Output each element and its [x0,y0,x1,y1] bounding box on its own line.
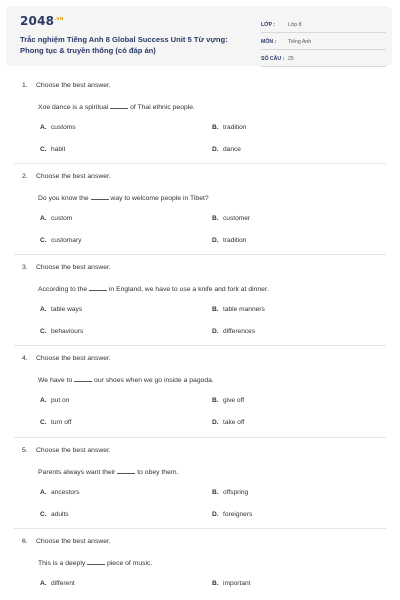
option-b[interactable] [212,215,250,222]
stem-text: Parents always want their [38,469,116,476]
question-header [22,538,111,545]
option-letter: A. [40,397,47,404]
meta-row-subject [261,35,386,50]
answer-blank [117,467,135,474]
option-b[interactable] [212,489,248,496]
option-text: tradition [223,124,247,131]
option-c[interactable] [40,419,71,426]
question-header [22,355,111,362]
meta-value: 25 [288,56,294,62]
stem-text: piece of music. [107,560,153,567]
question-stem [38,375,214,384]
question-stem [38,467,178,476]
answer-blank [89,284,107,291]
option-text: customary [51,237,82,244]
answer-blank [87,558,105,565]
answer-blank [74,375,92,382]
question-divider [14,437,386,438]
question-number: 1. [22,82,28,89]
option-letter: B. [212,580,219,587]
meta-value[interactable]: Tiếng Anh [288,39,312,45]
option-letter: B. [212,215,219,222]
option-text: different [51,580,75,587]
meta-label: LỚP : [261,22,276,28]
question-number: 5. [22,447,28,454]
option-text: put on [51,397,70,404]
option-letter: D. [212,419,219,426]
stem-text: We have to [38,377,73,384]
meta-label: MÔN : [261,39,277,45]
option-letter: D. [212,511,219,518]
option-text: customs [51,124,76,131]
option-a[interactable] [40,306,82,313]
option-text: offspring [223,489,249,496]
option-text: customer [223,215,251,222]
question-header [22,82,111,89]
question-instruction: Choose the best answer. [36,538,111,545]
option-text: habit [51,146,66,153]
option-text: important [223,580,251,587]
question-stem [38,558,152,567]
question-instruction: Choose the best answer. [36,355,111,362]
option-text: give off [223,397,245,404]
meta-row-grade [261,18,386,33]
stem-text: Xoe dance is a spiritual [38,104,109,111]
option-b[interactable] [212,124,246,131]
question-stem [38,102,195,111]
question-divider [14,345,386,346]
option-letter: B. [212,306,219,313]
option-text: table manners [223,306,265,313]
option-b[interactable] [212,580,251,587]
option-a[interactable] [40,215,72,222]
option-d[interactable] [212,146,241,153]
option-text: take off [223,419,245,426]
question-divider [14,528,386,529]
stem-text: to obey them. [137,469,179,476]
option-letter: C. [40,146,47,153]
option-a[interactable] [40,489,80,496]
option-text: table ways [51,306,83,313]
logo-text: 2048 [20,14,55,28]
option-text: adults [51,511,69,518]
question-header [22,447,111,454]
question-stem [38,284,269,293]
answer-blank [110,102,128,109]
stem-text: This is a deeply [38,560,86,567]
question-divider [14,254,386,255]
option-letter: A. [40,215,47,222]
option-letter: B. [212,124,219,131]
question-header [22,173,111,180]
option-a[interactable] [40,580,75,587]
option-letter: C. [40,511,47,518]
stem-text: According to the [38,286,88,293]
option-b[interactable] [212,306,265,313]
question-header [22,264,111,271]
option-text: foreigners [223,511,253,518]
question-instruction: Choose the best answer. [36,173,111,180]
option-letter: D. [212,237,219,244]
stem-text: of Thai ethnic people. [130,104,195,111]
meta-value[interactable]: Lớp 8 [288,22,302,28]
question-instruction: Choose the best answer. [36,447,111,454]
question-stem [38,193,209,202]
option-c[interactable] [40,328,83,335]
option-d[interactable] [212,511,252,518]
option-a[interactable] [40,124,76,131]
option-letter: B. [212,489,219,496]
meta-label: SỐ CÂU : [261,56,285,62]
logo-suffix: .vn [54,16,64,22]
option-letter: B. [212,397,219,404]
option-b[interactable] [212,397,244,404]
option-text: differences [223,328,256,335]
quiz-title: Trắc nghiệm Tiếng Anh 8 Global Success Unit 5 Từ vựng: Phong tục & truyền thống (có đáp án) [20,35,228,55]
option-letter: C. [40,419,47,426]
option-letter: A. [40,489,47,496]
question-number: 2. [22,173,28,180]
option-d[interactable] [212,419,245,426]
option-text: behaviours [51,328,84,335]
question-instruction: Choose the best answer. [36,264,111,271]
question-number: 4. [22,355,28,362]
option-letter: C. [40,237,47,244]
question-instruction: Choose the best answer. [36,82,111,89]
option-letter: A. [40,124,47,131]
option-text: turn off [51,419,72,426]
option-text: ancestors [51,489,80,496]
stem-text: in England, we have to use a knife and fork at dinner. [108,286,269,293]
option-d[interactable] [212,237,246,244]
quiz-header [6,6,392,66]
option-c[interactable] [40,146,65,153]
stem-text: way to welcome people in Tibet? [110,195,209,202]
option-d[interactable] [212,328,255,335]
option-letter: C. [40,328,47,335]
option-c[interactable] [40,511,69,518]
question-divider [14,163,386,164]
meta-row-count [261,52,386,67]
option-text: tradition [223,237,247,244]
option-a[interactable] [40,397,69,404]
site-logo[interactable] [20,14,64,28]
option-c[interactable] [40,237,81,244]
option-text: dance [223,146,241,153]
option-letter: A. [40,306,47,313]
option-letter: A. [40,580,47,587]
stem-text: our shoes when we go inside a pagoda. [94,377,214,384]
question-number: 6. [22,538,28,545]
option-letter: D. [212,146,219,153]
answer-blank [91,193,109,200]
stem-text: Do you know the [38,195,89,202]
question-number: 3. [22,264,28,271]
option-text: custom [51,215,73,222]
option-letter: D. [212,328,219,335]
quiz-meta [261,18,386,69]
